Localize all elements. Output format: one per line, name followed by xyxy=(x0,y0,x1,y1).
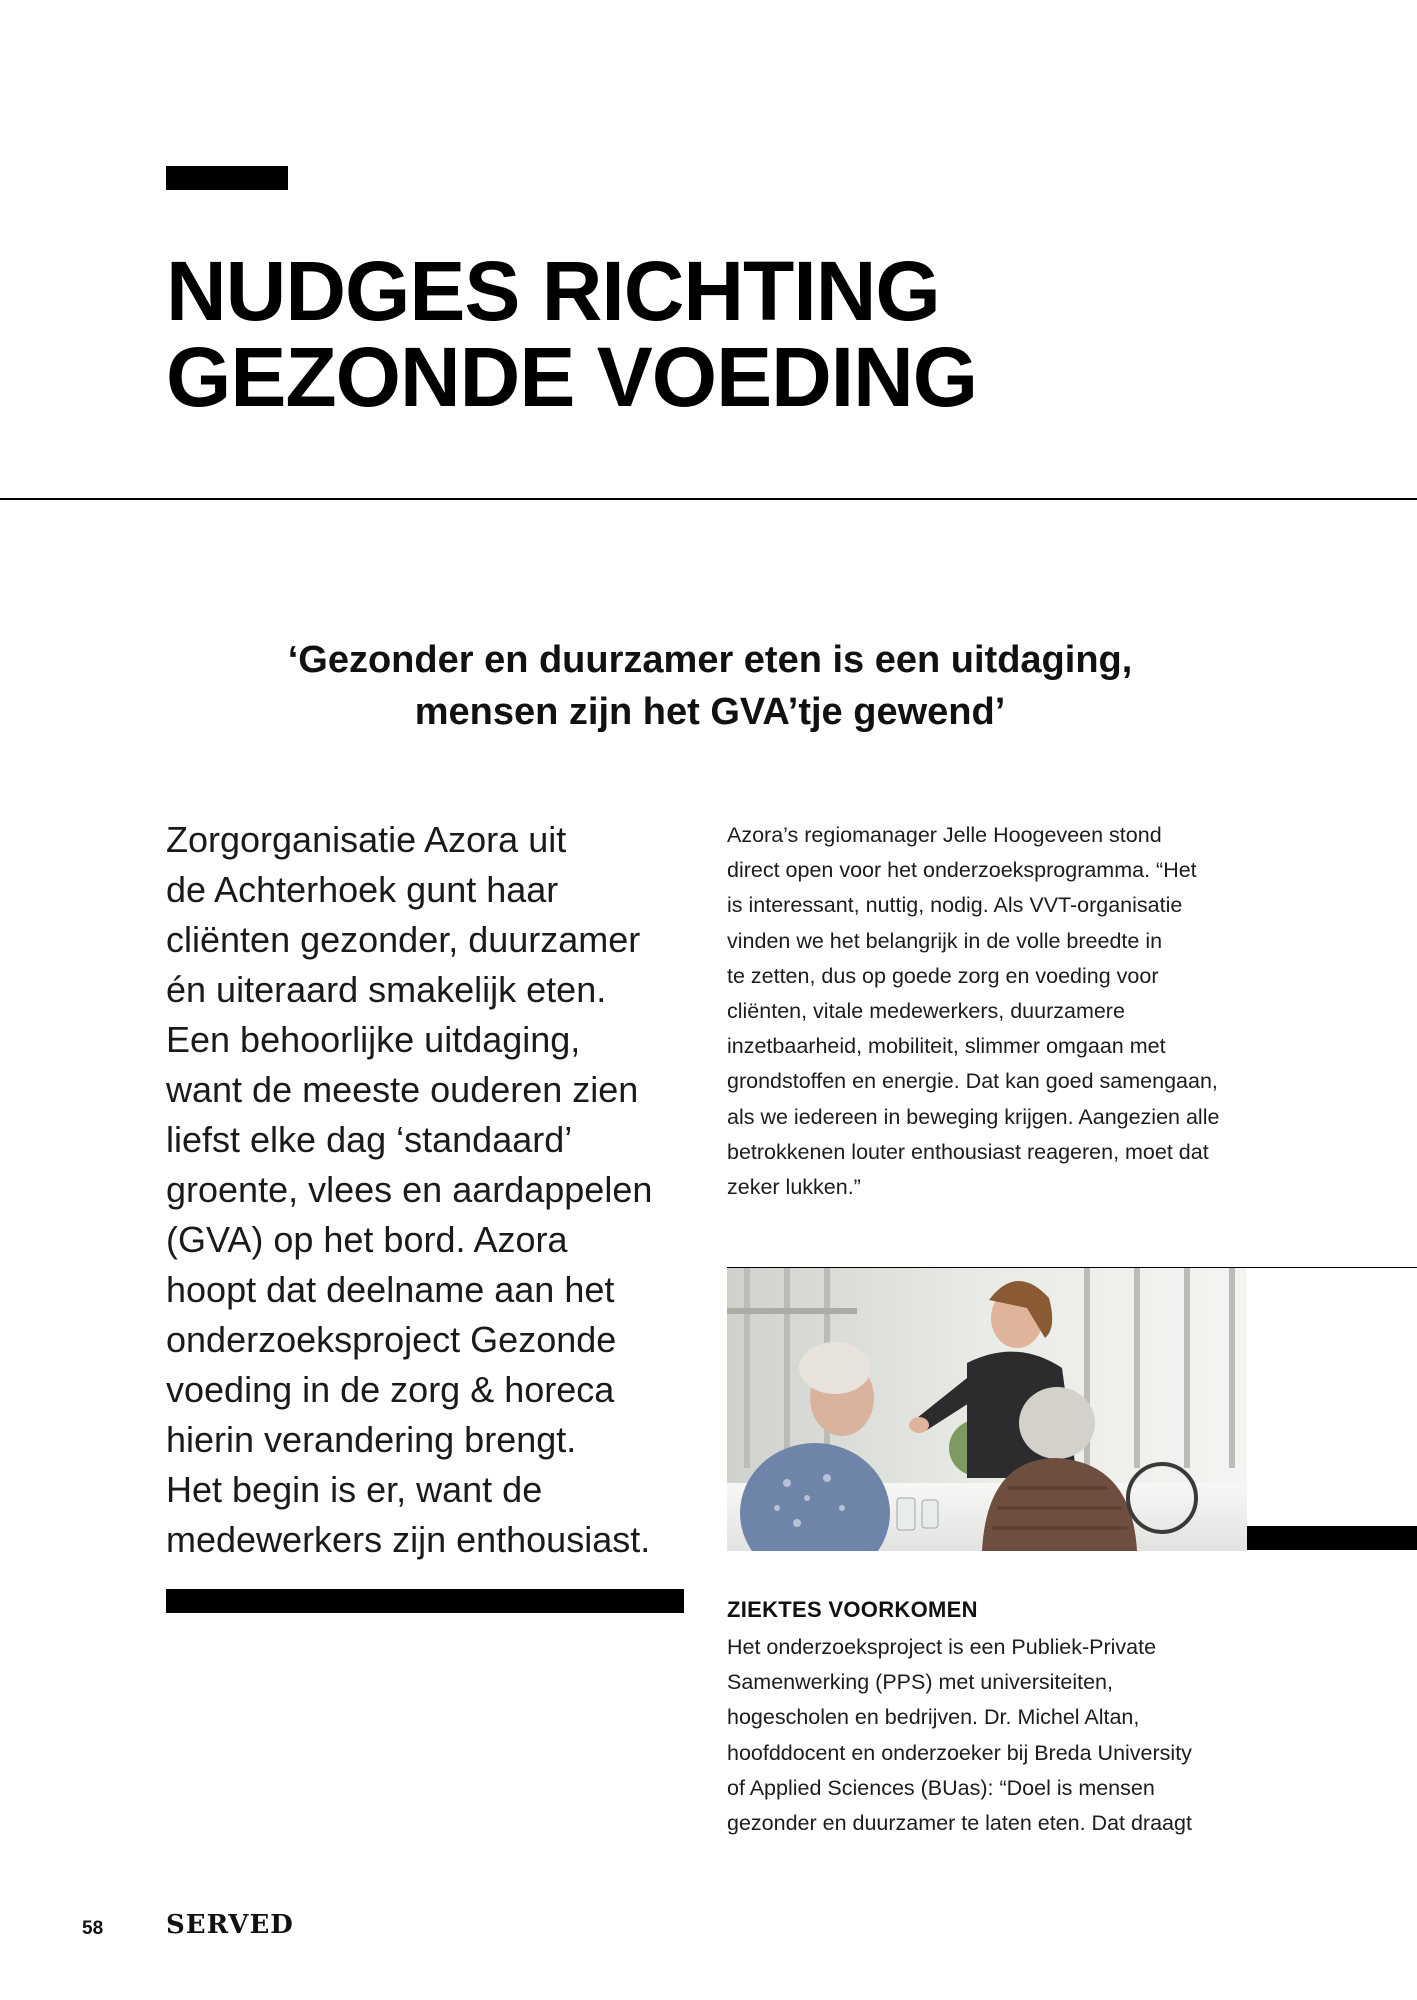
pull-quote xyxy=(100,634,1320,738)
body-line: inzetbaarheid, mobiliteit, slimmer omgaan met xyxy=(727,1034,1166,1059)
lead-line: want de meeste ouderen zien xyxy=(166,1069,639,1110)
body-line: Het onderzoeksproject is een Publiek-Private xyxy=(727,1635,1157,1659)
lead-line: cliënten gezonder, duurzamer xyxy=(166,919,641,960)
body-line: grondstoffen en energie. Dat kan goed samengaan, xyxy=(727,1069,1218,1094)
lead-closing-bar xyxy=(166,1589,684,1613)
title-line-1: NUDGES RICHTING xyxy=(166,244,940,338)
lead-line: hoopt dat deelname aan het xyxy=(166,1269,615,1310)
body-line: direct open voor het onderzoeksprogramma. “Het xyxy=(727,858,1197,883)
quote-line-1: ‘Gezonder en duurzamer eten is een uitdaging, xyxy=(287,639,1133,681)
body-line: hoofddocent en onderzoeker bij Breda University xyxy=(727,1740,1192,1765)
section-heading: ZIEKTES VOORKOMEN xyxy=(727,1597,978,1622)
body-line: betrokkenen louter enthousiast reageren, moet dat xyxy=(727,1139,1209,1164)
lead-line: groente, vlees en aardappelen xyxy=(166,1169,653,1210)
lead-line: (GVA) op het bord. Azora xyxy=(166,1219,568,1260)
body-line: is interessant, nuttig, nodig. Als VVT-organisatie xyxy=(727,893,1183,918)
photo-side-bar xyxy=(1247,1526,1417,1550)
brand-logo: SERVED xyxy=(166,1910,294,1940)
lead-line: voeding in de zorg & horeca xyxy=(166,1369,615,1410)
body-line: te zetten, dus op goede zorg en voeding voor xyxy=(727,963,1159,988)
section-text xyxy=(727,1630,1327,1841)
page-title xyxy=(166,244,1316,424)
lead-line: én uiteraard smakelijk eten. xyxy=(166,969,607,1010)
lead-line: Het begin is er, want de xyxy=(166,1469,543,1510)
lead-line: hierin verandering brengt. xyxy=(166,1419,577,1460)
top-accent-bar xyxy=(166,166,288,190)
lead-line: Een behoorlijke uitdaging, xyxy=(166,1019,581,1060)
lead-line: Zorgorganisatie Azora uit xyxy=(166,819,567,860)
body-line: Samenwerking (PPS) met universiteiten, xyxy=(727,1670,1113,1695)
column-top-text xyxy=(727,818,1327,1205)
body-line: vinden we het belangrijk in de volle breedte in xyxy=(727,928,1163,953)
body-line: als we iedereen in beweging krijgen. Aangezien alle xyxy=(727,1104,1220,1129)
body-line: Azora’s regiomanager Jelle Hoogeveen stond xyxy=(727,823,1162,847)
care-home-photo xyxy=(727,1268,1247,1551)
body-line: cliënten, vitale medewerkers, duurzamere xyxy=(727,999,1125,1024)
header-divider xyxy=(0,498,1417,500)
page-number: 58 xyxy=(82,1918,104,1939)
quote-line-2: mensen zijn het GVA’tje gewend’ xyxy=(414,691,1006,733)
body-line: of Applied Sciences (BUas): “Doel is mensen xyxy=(727,1775,1155,1800)
body-line: gezonder en duurzamer te laten eten. Dat draagt xyxy=(727,1811,1192,1836)
lead-line: onderzoeksproject Gezonde xyxy=(166,1319,617,1360)
lead-line: medewerkers zijn enthousiast. xyxy=(166,1519,651,1560)
lead-line: de Achterhoek gunt haar xyxy=(166,869,559,910)
lead-line: liefst elke dag ‘standaard’ xyxy=(166,1119,573,1160)
title-line-2: GEZONDE VOEDING xyxy=(166,330,978,424)
lead-paragraph xyxy=(166,815,726,1565)
body-line: hogescholen en bedrijven. Dr. Michel Altan, xyxy=(727,1705,1140,1730)
body-line: zeker lukken.” xyxy=(727,1175,861,1200)
